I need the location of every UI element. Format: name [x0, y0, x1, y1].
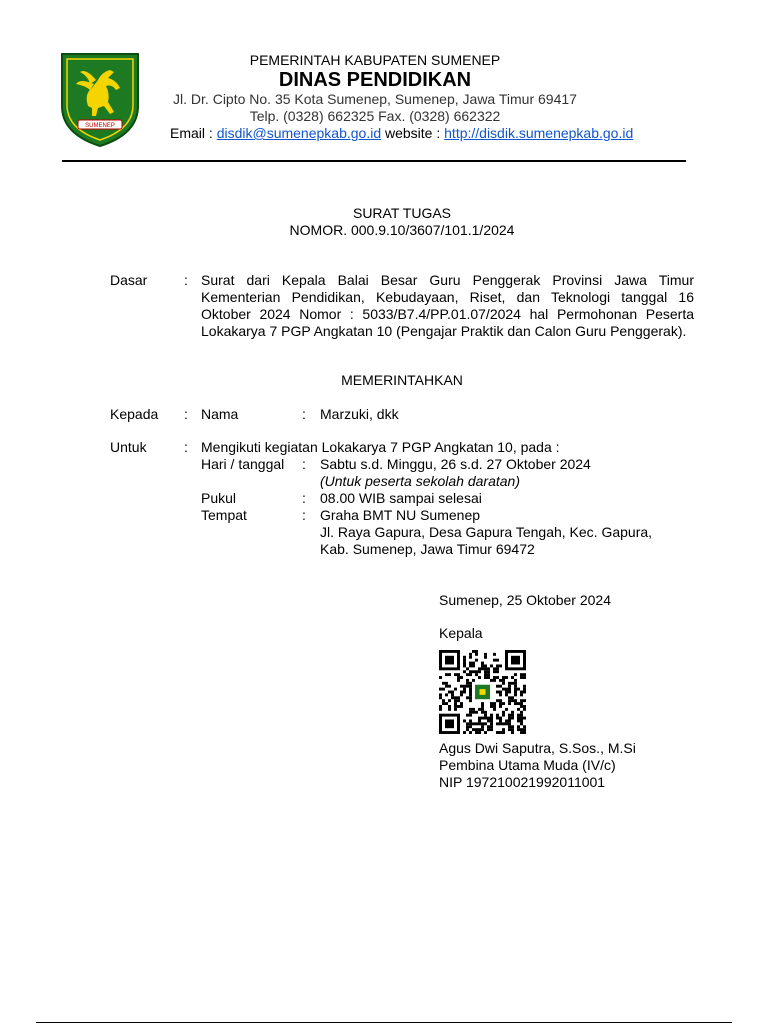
doc-title: SURAT TUGAS: [352, 205, 452, 221]
contact-line: [170, 125, 730, 142]
row-field: Pukul: [201, 490, 237, 506]
website-label: website :: [381, 125, 445, 141]
website-link[interactable]: http://disdik.sumenepkab.go.id: [444, 125, 634, 141]
doc-number: NOMOR. 000.9.10/3607/101.1/2024: [289, 222, 515, 238]
untuk-intro: Mengikuti kegiatan Lokakarya 7 PGP Angkatan 10, pada :: [201, 439, 560, 455]
dasar-label: Dasar: [110, 272, 148, 288]
header-divider: [62, 160, 686, 162]
agency-phone: Telp. (0328) 662325 Fax. (0328) 662322: [249, 108, 501, 124]
row-colon: :: [302, 456, 306, 472]
signatory-rank: Pembina Utama Muda (IV/c): [439, 757, 616, 773]
dasar-colon: :: [184, 272, 188, 288]
kepada-label: Kepada: [110, 406, 159, 422]
footer-divider: [36, 1022, 732, 1023]
kepada-field: Nama: [201, 406, 239, 422]
row-field: Tempat: [201, 507, 247, 523]
qr-center-emblem-mark: [480, 689, 486, 695]
row-field: Hari / tanggal: [201, 456, 285, 472]
qr-code: [439, 650, 527, 734]
kepada-colon: :: [184, 406, 188, 422]
email-link[interactable]: disdik@sumenepkab.go.id: [216, 125, 382, 141]
row-value-note: (Untuk peserta sekolah daratan): [320, 473, 520, 489]
command-heading: MEMERINTAHKAN: [341, 372, 463, 388]
untuk-label: Untuk: [110, 439, 147, 455]
row-colon: :: [302, 507, 306, 523]
untuk-colon: :: [184, 439, 188, 455]
kepada-value: Marzuki, dkk: [320, 406, 399, 422]
row-value-address-1: Jl. Raya Gapura, Desa Gapura Tengah, Kec. Gapura,: [320, 524, 653, 540]
agency-address: Jl. Dr. Cipto No. 35 Kota Sumenep, Sumenep, Jawa Timur 69417: [173, 91, 577, 107]
agency-name: DINAS PENDIDIKAN: [278, 69, 472, 91]
logo-ribbon-text: SUMENEP: [85, 123, 115, 129]
email-label: Email :: [170, 125, 217, 141]
signatory-nip: NIP 197210021992011001: [439, 774, 606, 790]
government-name: PEMERINTAH KABUPATEN SUMENEP: [249, 52, 501, 68]
row-colon: :: [302, 490, 306, 506]
kepada-field-colon: :: [302, 406, 306, 422]
signatory-name: Agus Dwi Saputra, S.Sos., M.Si: [439, 740, 636, 756]
row-value-place: Graha BMT NU Sumenep: [320, 507, 481, 523]
sumenep-logo: [58, 50, 142, 148]
row-value-date: Sabtu s.d. Minggu, 26 s.d. 27 Oktober 2024: [320, 456, 591, 472]
signature-position: Kepala: [439, 625, 483, 641]
row-value-time: 08.00 WIB sampai selesai: [320, 490, 482, 506]
row-value-address-2: Kab. Sumenep, Jawa Timur 69472: [320, 541, 535, 557]
signature-place-date: Sumenep, 25 Oktober 2024: [439, 592, 612, 608]
dasar-text: Surat dari Kepala Balai Besar Guru Penggerak Provinsi Jawa Timur Kementerian Pendidikan, Kebudayaan, Riset, dan Teknologi tanggal 16 Oktober 2024 Nomor : 5033/B7.4/PP.01.07/2024 hal Permohonan Peserta Lokakarya 7 PGP Angkatan 10 (Pengajar Praktik dan Calon Guru Penggerak).: [201, 272, 694, 339]
